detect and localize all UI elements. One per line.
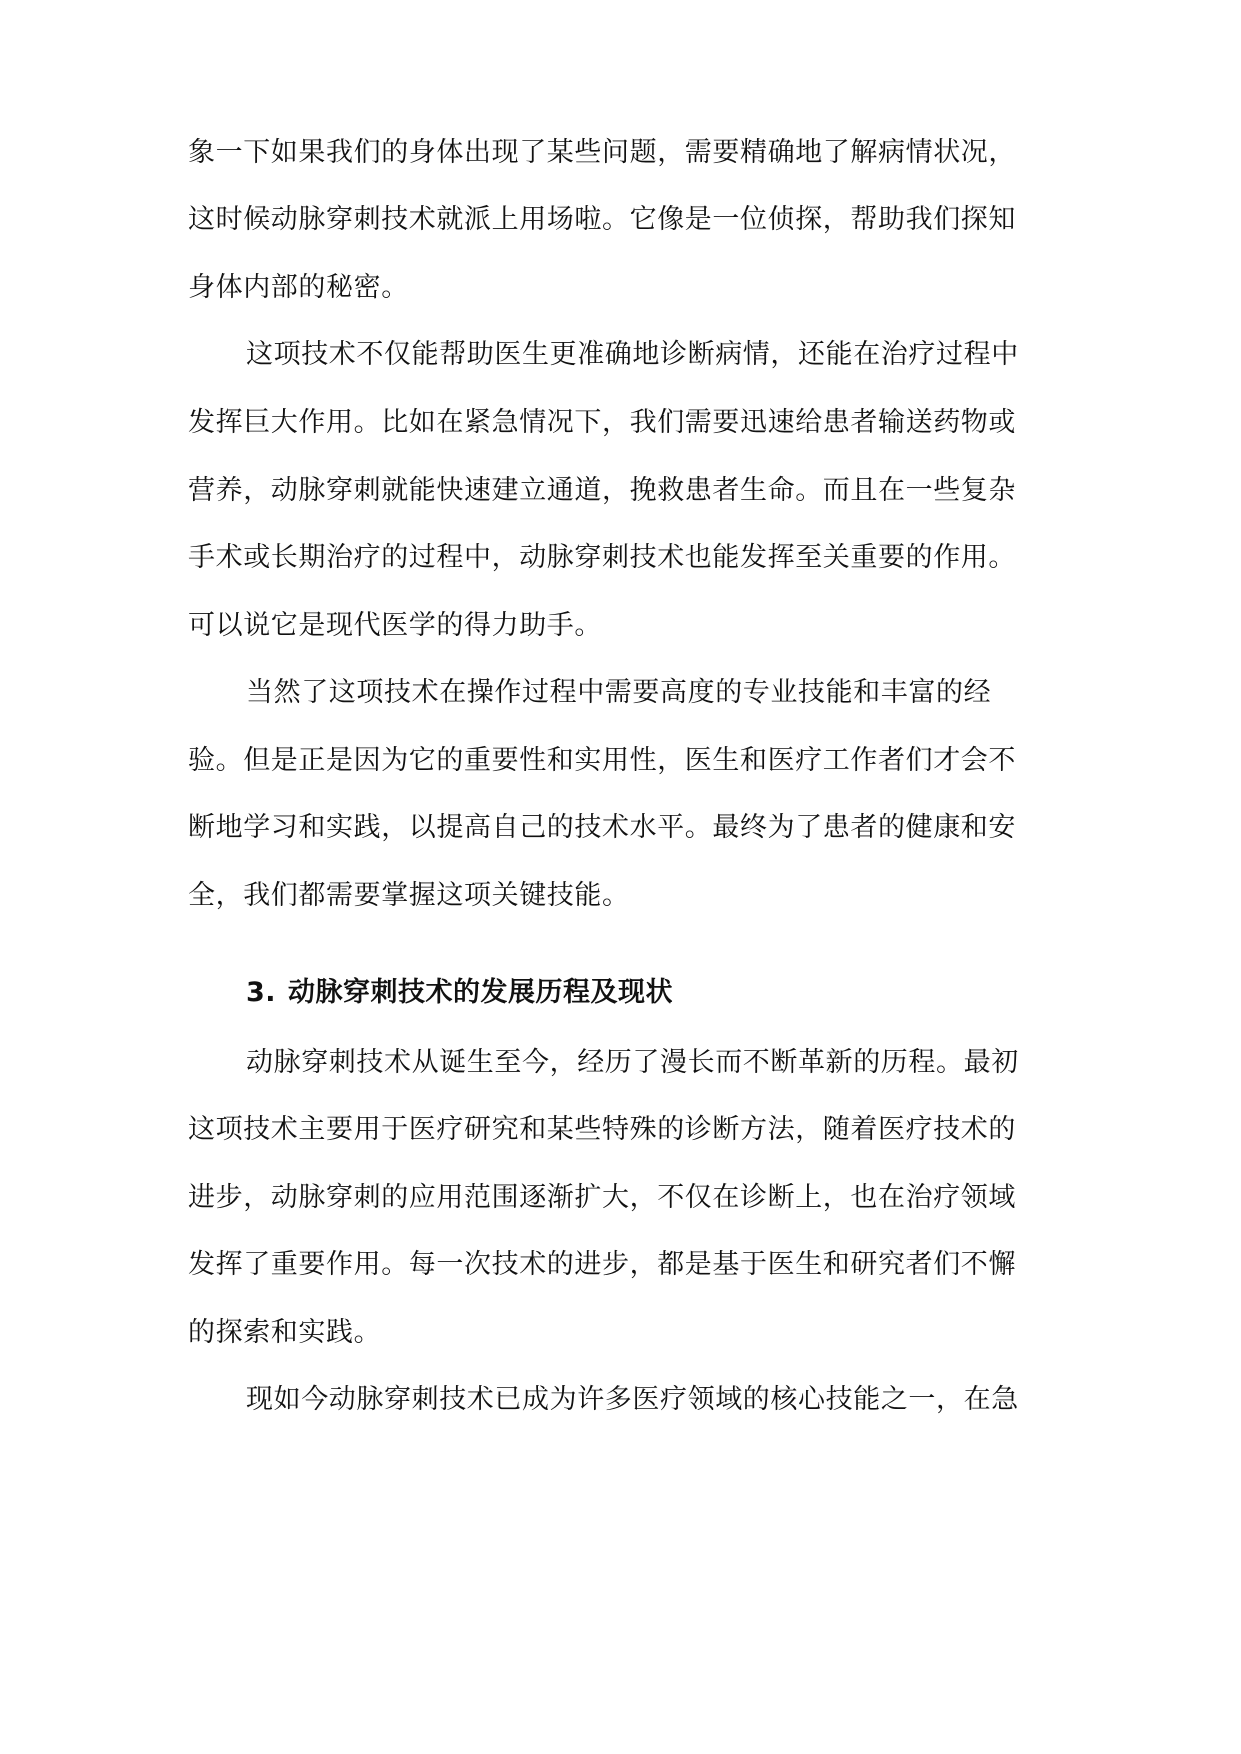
paragraph-2-line-3: 营养，动脉穿刺就能快速建立通道，挽救患者生命。而且在一些复杂 xyxy=(188,475,1016,506)
paragraph-2-line-1: 这项技术不仅能帮助医生更准确地诊断病情，还能在治疗过程中 xyxy=(246,339,1019,370)
paragraph-2-line-5: 可以说它是现代医学的得力助手。 xyxy=(188,610,602,641)
section-heading xyxy=(246,973,673,1013)
paragraph-2-line-4: 手术或长期治疗的过程中，动脉穿刺技术也能发挥至关重要的作用。 xyxy=(188,542,1016,573)
paragraph-1-line-1: 象一下如果我们的身体出现了某些问题，需要精确地了解病情状况， xyxy=(188,137,1016,168)
paragraph-1-line-3: 身体内部的秘密。 xyxy=(188,272,409,303)
section-number: 3. xyxy=(246,977,277,1008)
section-paragraph-1-line-2: 这项技术主要用于医疗研究和某些特殊的诊断方法，随着医疗技术的 xyxy=(188,1114,1016,1145)
paragraph-3-line-3: 断地学习和实践，以提高自己的技术水平。最终为了患者的健康和安 xyxy=(188,812,1016,843)
section-paragraph-1-line-3: 进步，动脉穿刺的应用范围逐渐扩大，不仅在诊断上，也在治疗领域 xyxy=(188,1182,1016,1213)
paragraph-3-line-2: 验。但是正是因为它的重要性和实用性，医生和医疗工作者们才会不 xyxy=(188,745,1016,776)
paragraph-2-line-2: 发挥巨大作用。比如在紧急情况下，我们需要迅速给患者输送药物或 xyxy=(188,407,1016,438)
section-paragraph-1-line-4: 发挥了重要作用。每一次技术的进步，都是基于医生和研究者们不懈 xyxy=(188,1249,1016,1280)
paragraph-3-line-1: 当然了这项技术在操作过程中需要高度的专业技能和丰富的经 xyxy=(246,677,992,708)
section-title: 动脉穿刺技术的发展历程及现状 xyxy=(288,977,673,1008)
section-paragraph-1-line-5: 的探索和实践。 xyxy=(188,1317,382,1348)
section-paragraph-1-line-1: 动脉穿刺技术从诞生至今，经历了漫长而不断革新的历程。最初 xyxy=(246,1047,1019,1078)
paragraph-3-line-4: 全，我们都需要掌握这项关键技能。 xyxy=(188,880,630,911)
paragraph-1-line-2: 这时候动脉穿刺技术就派上用场啦。它像是一位侦探，帮助我们探知 xyxy=(188,204,1016,235)
section-paragraph-2-line-1: 现如今动脉穿刺技术已成为许多医疗领域的核心技能之一，在急 xyxy=(246,1384,1019,1415)
